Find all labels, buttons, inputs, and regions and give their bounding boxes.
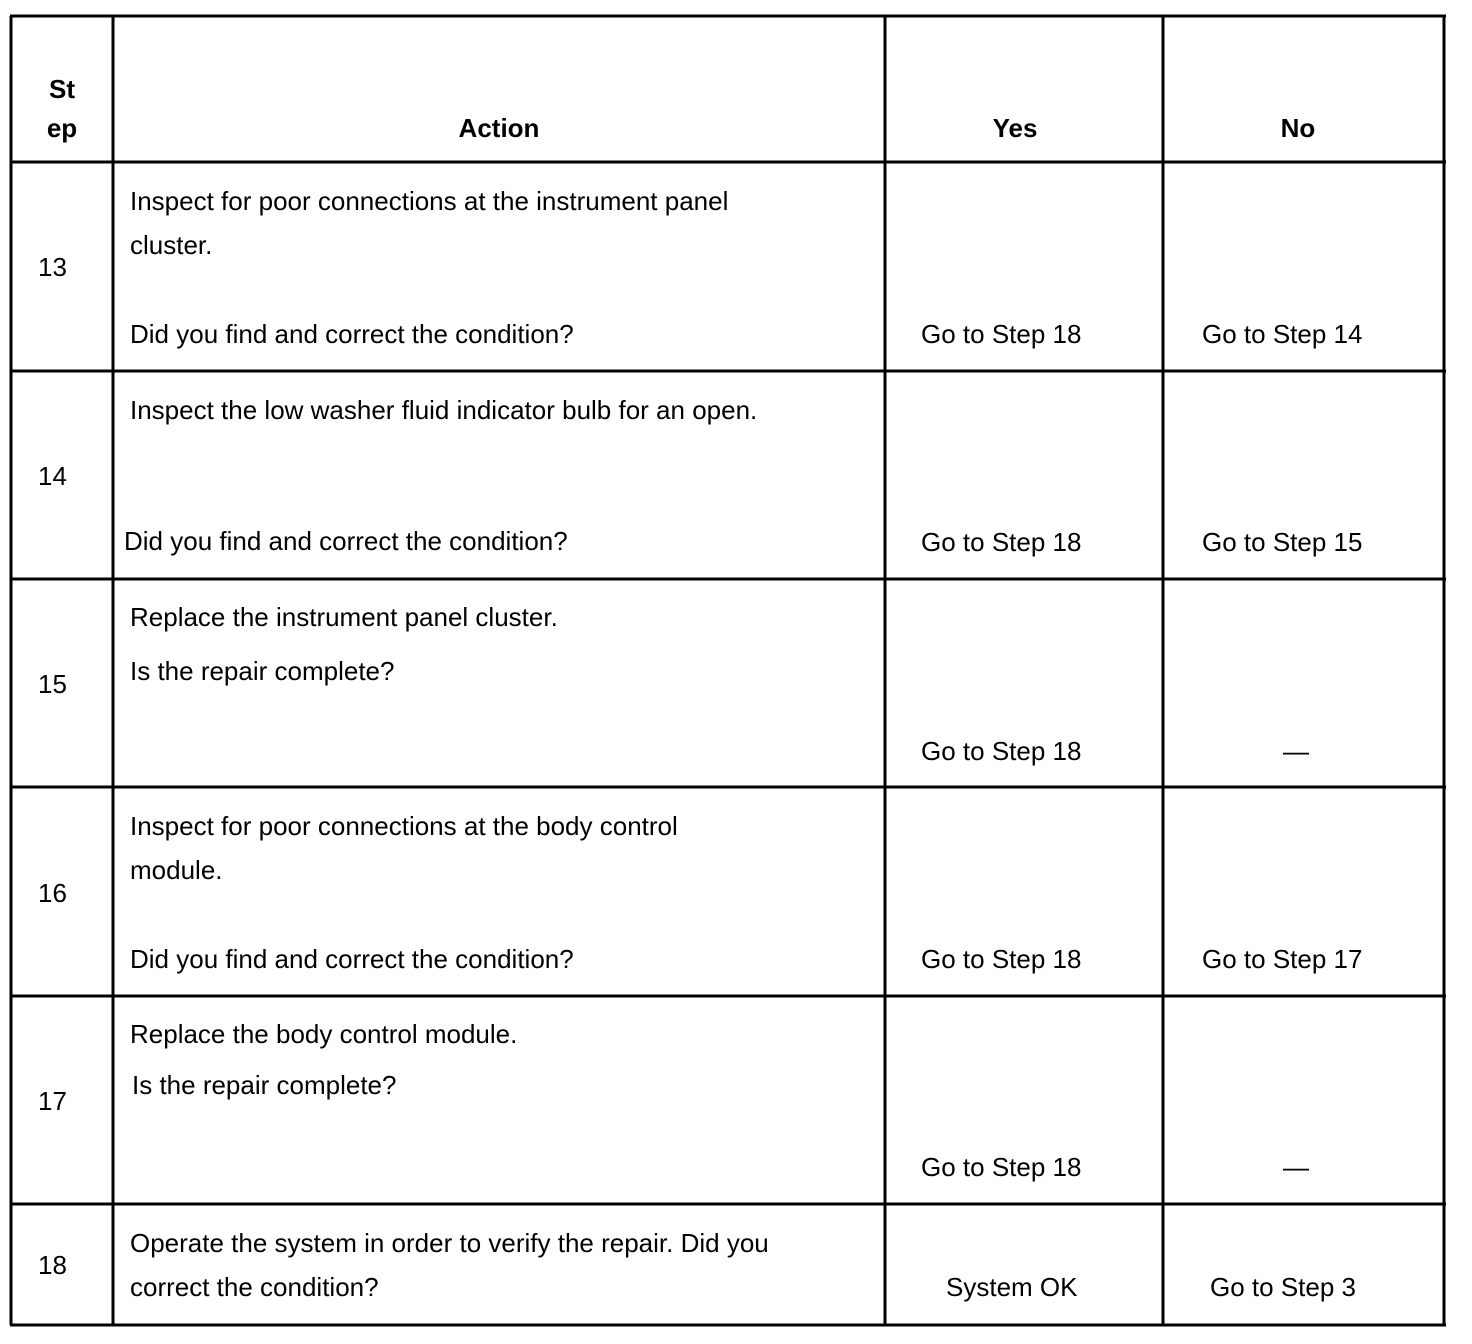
step-number: 13	[38, 252, 67, 282]
header-step-line1: St	[49, 74, 75, 104]
step-number: 15	[38, 669, 67, 699]
action-text: cluster.	[130, 230, 213, 260]
yes-result: Go to Step 18	[921, 319, 1082, 349]
step-number: 18	[38, 1250, 67, 1280]
header-no: No	[1280, 113, 1316, 143]
header-step-line2: ep	[46, 113, 78, 143]
action-question: Did you find and correct the condition?	[124, 526, 568, 556]
step-number: 14	[38, 461, 67, 491]
header-action: Action	[458, 113, 540, 143]
action-question: Is the repair complete?	[130, 656, 395, 686]
yes-result: Go to Step 18	[921, 736, 1082, 766]
yes-result: Go to Step 18	[921, 527, 1082, 557]
action-text: correct the condition?	[130, 1272, 379, 1302]
action-question: Did you find and correct the condition?	[130, 944, 574, 974]
action-text: Replace the instrument panel cluster.	[130, 602, 558, 632]
no-result: Go to Step 14	[1202, 319, 1363, 349]
no-result: Go to Step 17	[1202, 944, 1363, 974]
yes-result: Go to Step 18	[921, 1152, 1082, 1182]
no-result: Go to Step 15	[1202, 527, 1363, 557]
action-text: module.	[130, 855, 223, 885]
step-number: 17	[38, 1086, 67, 1116]
action-question: Did you find and correct the condition?	[130, 319, 574, 349]
no-result: —	[1283, 736, 1309, 766]
action-text: Inspect for poor connections at the instrument panel	[130, 186, 729, 216]
action-text: Operate the system in order to verify the repair. Did you	[130, 1228, 769, 1258]
action-text: Inspect for poor connections at the body control	[130, 811, 678, 841]
no-result: —	[1283, 1152, 1309, 1182]
action-question: Is the repair complete?	[132, 1070, 397, 1100]
no-result: Go to Step 3	[1210, 1272, 1356, 1302]
yes-result: System OK	[946, 1272, 1078, 1302]
yes-result: Go to Step 18	[921, 944, 1082, 974]
step-number: 16	[38, 878, 67, 908]
action-text: Replace the body control module.	[130, 1019, 518, 1049]
action-text: Inspect the low washer fluid indicator bulb for an open.	[130, 395, 758, 425]
header-yes: Yes	[992, 113, 1038, 143]
